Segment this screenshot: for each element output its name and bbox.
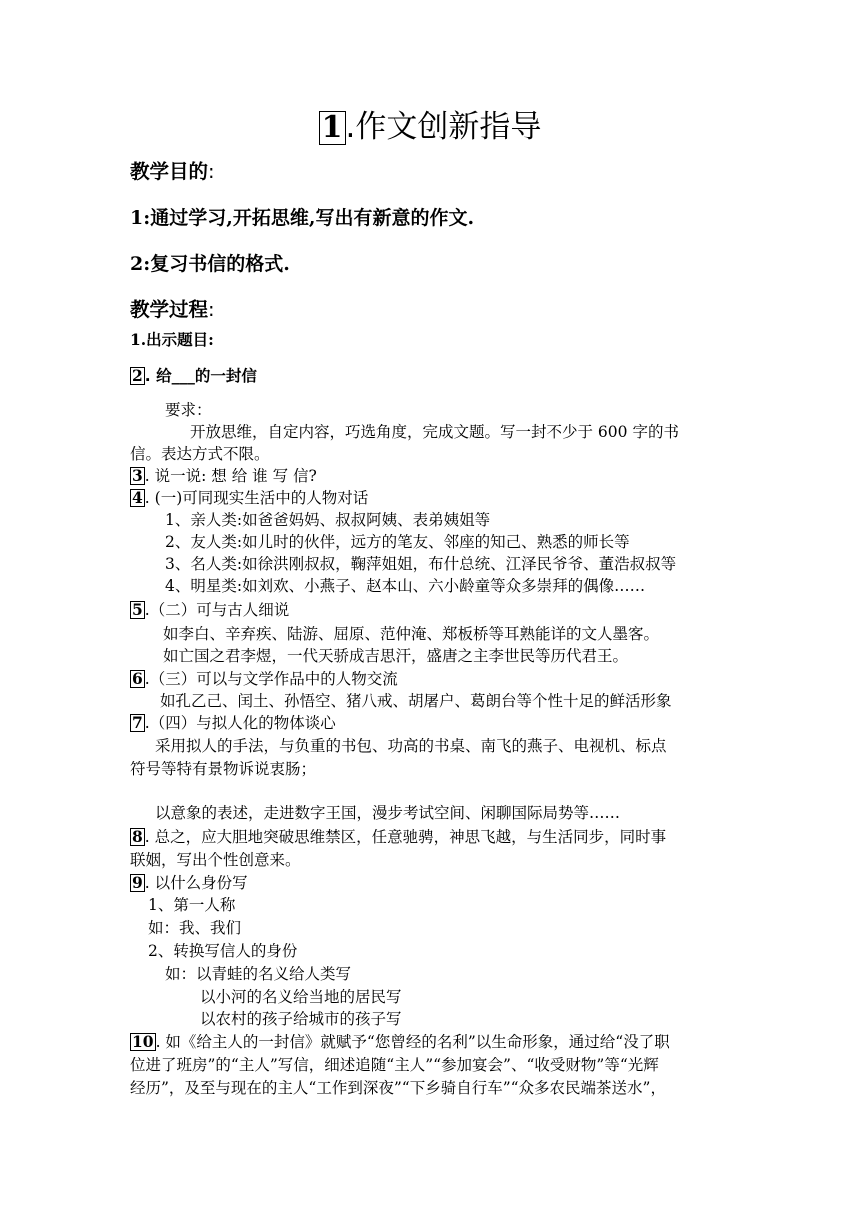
item-7-sub-2: 符号等特有景物诉说衷肠； bbox=[130, 760, 317, 778]
item-2-line: 2 . 给___的一封信 bbox=[132, 366, 257, 385]
number-box-3: 3 bbox=[132, 466, 143, 485]
item-5-line: 5 .（二）可与古人细说 bbox=[132, 600, 290, 619]
title-number-box: 1 bbox=[319, 111, 346, 145]
requirement-label: 要求： bbox=[165, 401, 212, 419]
item-4-sub-3: 3、名人类:如徐洪刚叔叔，鞠萍姐姐，布什总统、江泽民爷爷、董浩叔叔等 bbox=[165, 555, 677, 573]
objective-item-2: 2:复习书信的格式. bbox=[130, 253, 290, 275]
item-7-sub-3: 以意象的表述，走进数字王国，漫步考试空间、闲聊国际局势等…… bbox=[155, 804, 621, 822]
show-topic-line: 1.出示题目: bbox=[130, 330, 214, 349]
item-8-line-2: 联姻，写出个性创意来。 bbox=[130, 851, 301, 869]
item-10-line-3: 经历”，及至与现在的主人“工作到深夜”“下乡骑自行车”“众多农民端茶送水”， bbox=[130, 1079, 666, 1097]
item-9-line: 9 . 以什么身份写 bbox=[132, 873, 248, 892]
number-box-9: 9 bbox=[132, 873, 143, 892]
item-7-sub-1: 采用拟人的手法，与负重的书包、功高的书桌、南飞的燕子、电视机、标点 bbox=[155, 737, 667, 755]
item-4-sub-4: 4、明星类:如刘欢、小燕子、赵本山、六小龄童等众多崇拜的偶像…… bbox=[165, 577, 646, 595]
process-heading: 教学过程: bbox=[130, 298, 215, 321]
item-9-sub-2: 如：我、我们 bbox=[148, 919, 242, 937]
item-3-line: 3 . 说一说: 想 给 谁 写 信? bbox=[132, 466, 317, 485]
title-text: .作文创新指导 bbox=[345, 109, 542, 145]
number-box-4: 4 bbox=[132, 488, 143, 507]
page-title bbox=[0, 106, 860, 148]
item-4-line: 4 . (一)可同现实生活中的人物对话 bbox=[132, 488, 369, 507]
item-4-sub-1: 1、亲人类:如爸爸妈妈、叔叔阿姨、表弟姨姐等 bbox=[165, 511, 491, 529]
item-10-line-2: 位进了班房”的“主人”写信，细述追随“主人”“参加宴会”、“收受财物”等“光辉 bbox=[130, 1056, 659, 1074]
item-8-line: 8 . 总之，应大胆地突破思维禁区，任意驰骋，神思飞越，与生活同步，同时事 bbox=[132, 827, 667, 846]
number-box-7: 7 bbox=[132, 713, 143, 732]
item-9-sub-3: 2、转换写信人的身份 bbox=[148, 942, 298, 960]
number-box-10: 10 bbox=[132, 1032, 154, 1051]
requirement-line-1: 开放思维，自定内容，巧选角度，完成文题。写一封不少于 600 字的书 bbox=[190, 423, 679, 441]
objective-item-1: 1:通过学习,开拓思维,写出有新意的作文. bbox=[130, 207, 475, 229]
item-9-sub-4: 如：以青蛙的名义给人类写 bbox=[165, 965, 352, 983]
item-5-sub-2: 如亡国之君李煜，一代天骄成吉思汗，盛唐之主李世民等历代君王。 bbox=[163, 647, 629, 665]
item-9-sub-5: 以小河的名义给当地的居民写 bbox=[200, 988, 402, 1006]
objectives-heading: 教学目的: bbox=[130, 160, 215, 183]
item-9-sub-6: 以农村的孩子给城市的孩子写 bbox=[200, 1010, 402, 1028]
item-6-sub-1: 如孔乙己、闰土、孙悟空、猪八戒、胡屠户、葛朗台等个性十足的鲜活形象 bbox=[160, 692, 672, 710]
item-4-sub-2: 2、友人类:如儿时的伙伴，远方的笔友、邻座的知己、熟悉的师长等 bbox=[165, 533, 630, 551]
number-box-5: 5 bbox=[132, 600, 143, 619]
number-box-8: 8 bbox=[132, 827, 143, 846]
number-box-6: 6 bbox=[132, 669, 143, 688]
item-7-line: 7 .（四）与拟人化的物体谈心 bbox=[132, 713, 336, 732]
requirement-line-2: 信。表达方式不限。 bbox=[130, 445, 270, 463]
number-box-2: 2 bbox=[132, 366, 143, 385]
item-9-sub-1: 1、第一人称 bbox=[148, 896, 236, 914]
item-6-line: 6 .（三）可以与文学作品中的人物交流 bbox=[132, 669, 398, 688]
item-5-sub-1: 如李白、辛弃疾、陆游、屈原、范仲淹、郑板桥等耳熟能详的文人墨客。 bbox=[163, 625, 660, 643]
item-10-line: 10 . 如《给主人的一封信》就赋予“您曾经的名利”以生命形象，通过给“没了职 bbox=[132, 1032, 670, 1051]
